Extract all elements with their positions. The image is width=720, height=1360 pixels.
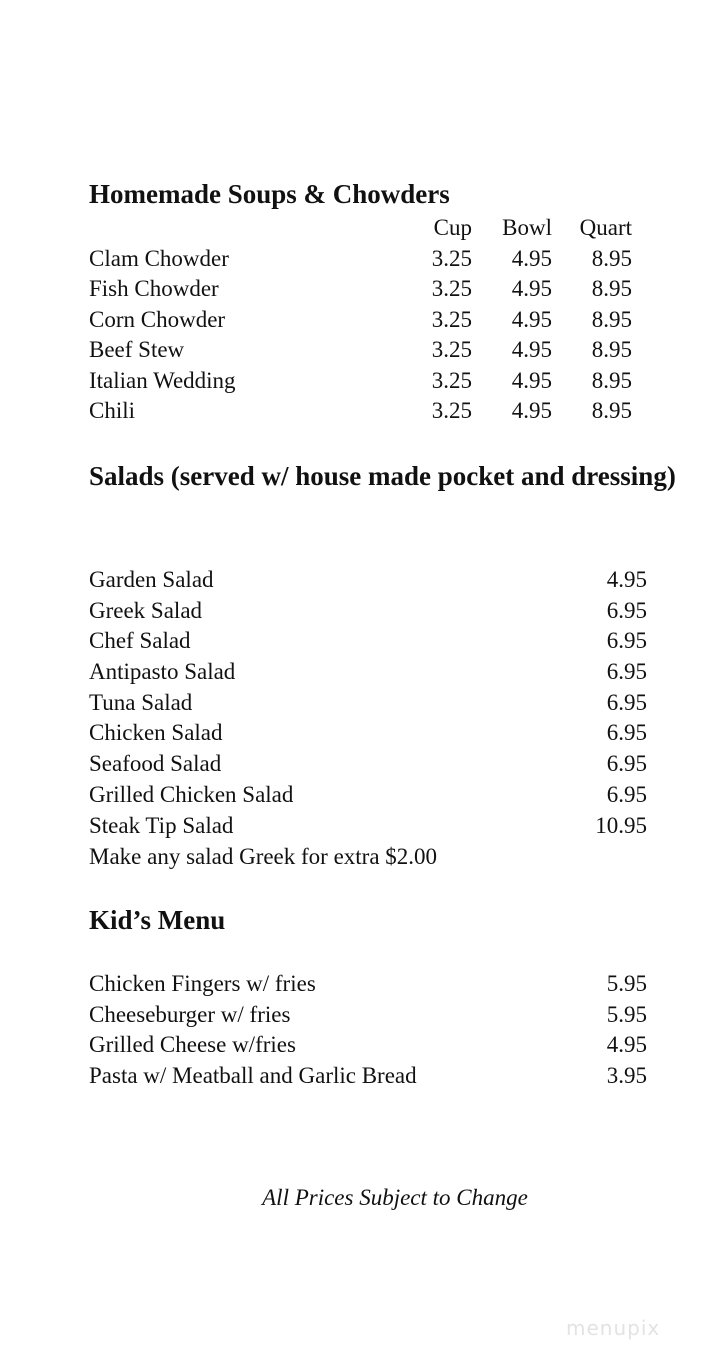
item-name: Chili: [89, 398, 136, 423]
item-price: 6.95: [606, 720, 647, 745]
quart-price: 8.95: [591, 276, 632, 301]
bowl-price: 4.95: [511, 276, 552, 301]
item-price: 5.95: [606, 971, 647, 996]
item-name: Cheeseburger w/ fries: [89, 1002, 291, 1027]
kids-title: Kid’s Menu: [89, 905, 226, 935]
item-name: Pasta w/ Meatball and Garlic Bread: [89, 1063, 417, 1088]
item-name: Corn Chowder: [89, 307, 226, 332]
kids-item: [89, 1030, 649, 1060]
kids-item: [89, 1061, 649, 1091]
item-name: Beef Stew: [89, 337, 185, 362]
quart-price: 8.95: [591, 246, 632, 271]
item-name: Chicken Salad: [89, 720, 223, 745]
quart-price: 8.95: [591, 307, 632, 332]
column-header-quart: Quart: [579, 215, 632, 240]
item-price: 5.95: [606, 1002, 647, 1027]
item-price: 6.95: [606, 690, 647, 715]
item-name: Fish Chowder: [89, 276, 219, 301]
column-header-cup: Cup: [433, 215, 472, 240]
item-price: 6.95: [606, 628, 647, 653]
salad-item: [89, 626, 649, 656]
cup-price: 3.25: [431, 337, 472, 362]
kids-item: [89, 1000, 649, 1030]
salad-item: [89, 749, 649, 779]
watermark: menupix: [566, 1316, 661, 1340]
soup-item: [89, 366, 649, 396]
price-disclaimer: All Prices Subject to Change: [262, 1185, 528, 1210]
item-name: Chef Salad: [89, 628, 191, 653]
soup-item: [89, 244, 649, 274]
salad-greek-upgrade-note: Make any salad Greek for extra $2.00: [89, 844, 438, 869]
item-name: Steak Tip Salad: [89, 813, 234, 838]
cup-price: 3.25: [431, 368, 472, 393]
item-name: Garden Salad: [89, 567, 214, 592]
item-name: Tuna Salad: [89, 690, 193, 715]
item-price: 10.95: [595, 813, 647, 838]
soup-item: [89, 305, 649, 335]
salad-item: [89, 565, 649, 595]
item-price: 4.95: [606, 1032, 647, 1057]
cup-price: 3.25: [431, 246, 472, 271]
salad-item: [89, 780, 649, 810]
kids-item: [89, 969, 649, 999]
item-name: Grilled Cheese w/fries: [89, 1032, 296, 1057]
item-price: 6.95: [606, 751, 647, 776]
salad-item: [89, 657, 649, 687]
quart-price: 8.95: [591, 368, 632, 393]
salad-item: [89, 811, 649, 841]
soups-title: Homemade Soups & Chowders: [89, 179, 450, 209]
item-price: 6.95: [606, 659, 647, 684]
soup-item: [89, 274, 649, 304]
item-name: Chicken Fingers w/ fries: [89, 971, 316, 996]
cup-price: 3.25: [431, 307, 472, 332]
item-name: Seafood Salad: [89, 751, 222, 776]
bowl-price: 4.95: [511, 398, 552, 423]
item-price: 6.95: [606, 782, 647, 807]
quart-price: 8.95: [591, 398, 632, 423]
salad-item: [89, 688, 649, 718]
salad-item: [89, 596, 649, 626]
item-name: Italian Wedding: [89, 368, 236, 393]
soup-item: [89, 335, 649, 365]
item-name: Clam Chowder: [89, 246, 229, 271]
cup-price: 3.25: [431, 276, 472, 301]
item-price: 4.95: [606, 567, 647, 592]
cup-price: 3.25: [431, 398, 472, 423]
item-name: Antipasto Salad: [89, 659, 236, 684]
bowl-price: 4.95: [511, 307, 552, 332]
bowl-price: 4.95: [511, 368, 552, 393]
item-name: Grilled Chicken Salad: [89, 782, 294, 807]
column-header-bowl: Bowl: [502, 215, 552, 240]
item-name: Greek Salad: [89, 598, 203, 623]
item-price: 3.95: [606, 1063, 647, 1088]
bowl-price: 4.95: [511, 246, 552, 271]
bowl-price: 4.95: [511, 337, 552, 362]
salads-title: Salads (served w/ house made pocket and dressing): [89, 461, 676, 491]
quart-price: 8.95: [591, 337, 632, 362]
soup-item: [89, 396, 649, 426]
item-price: 6.95: [606, 598, 647, 623]
salad-item: [89, 718, 649, 748]
